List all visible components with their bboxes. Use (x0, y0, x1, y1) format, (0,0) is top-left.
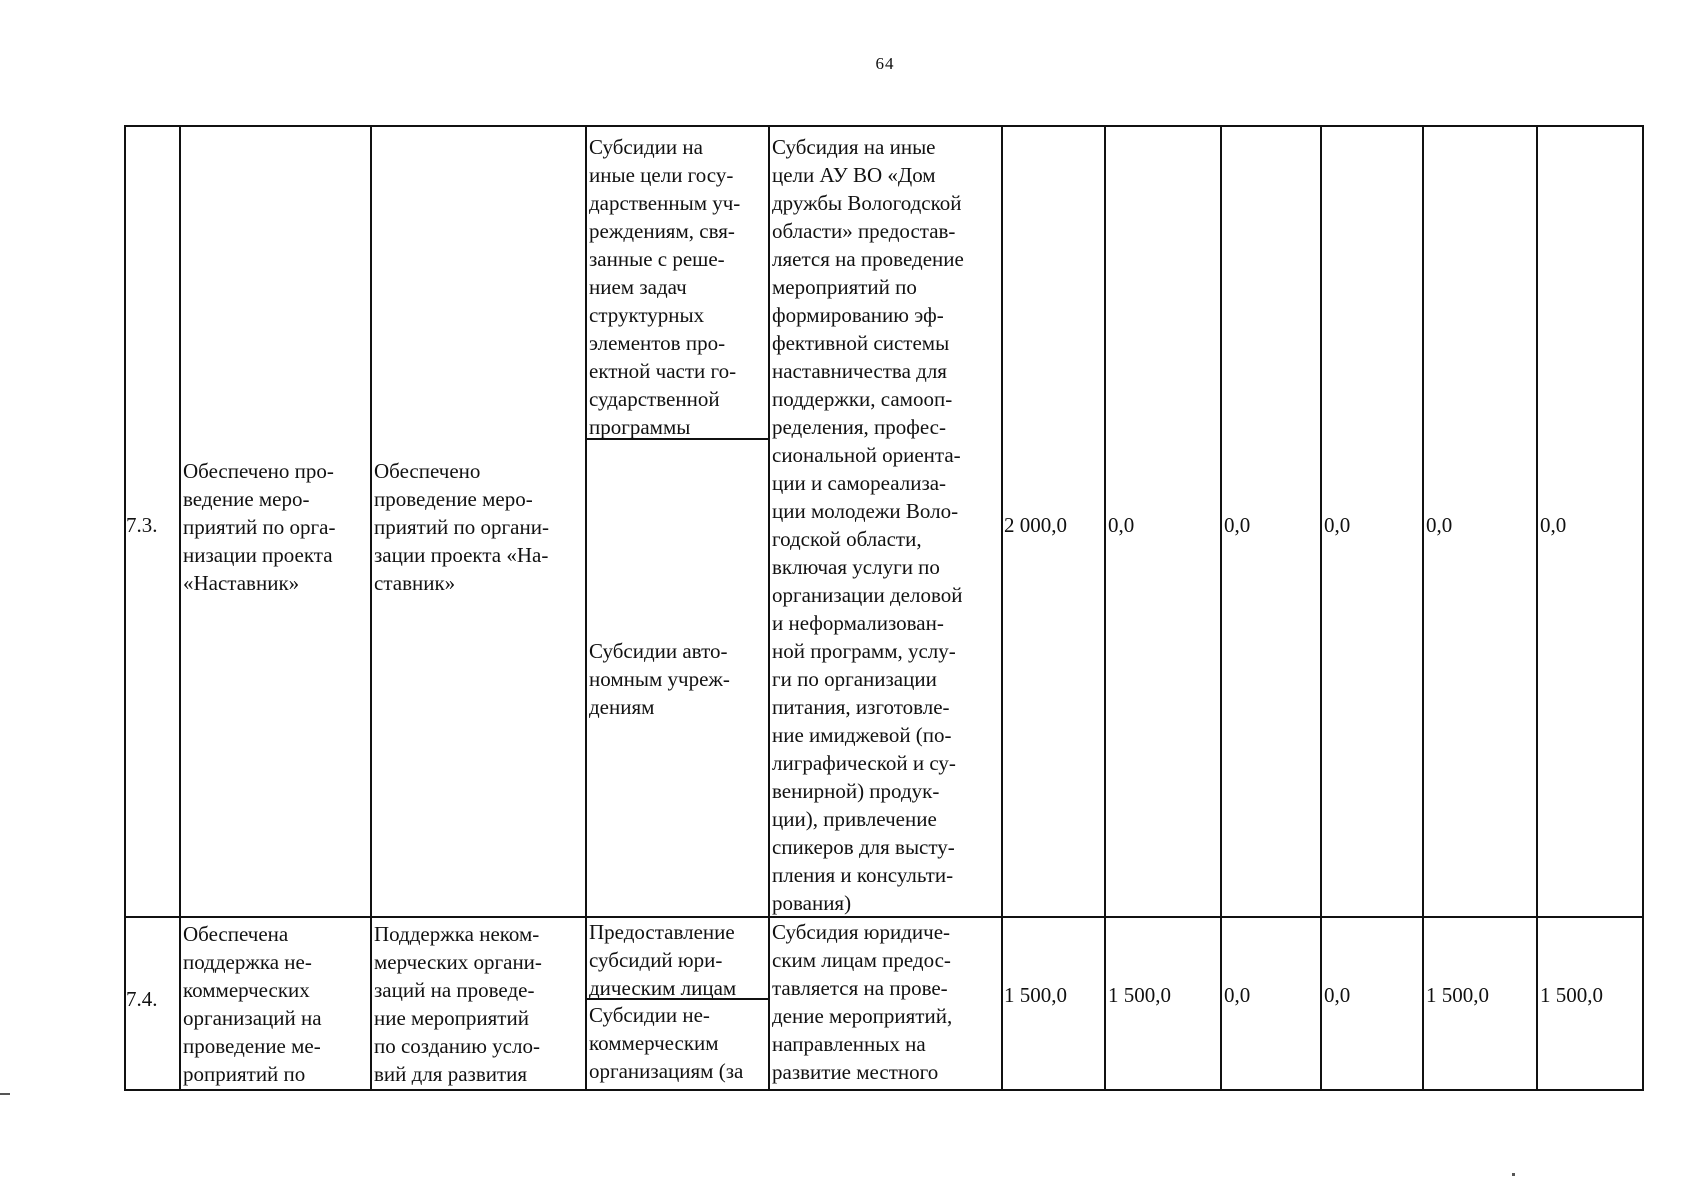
col-divider (1320, 125, 1322, 1091)
event-cell: Обеспечено проведение меро- приятий по органи- зации проекта «На- ставник» (374, 459, 549, 595)
value-cell: 2 000,0 (1004, 513, 1067, 537)
description-cell: Субсидия юридиче- ским лицам предос- тавляется на прове- дение мероприятий, направленных на развитие местного (772, 920, 953, 1084)
subsidy-type-cell: Субсидии не- коммерческим организациям (за (589, 1003, 744, 1083)
result-cell: Обеспечена поддержка не- коммерческих организаций на проведение ме- роприятий по (183, 922, 322, 1086)
subsidy-type-cell: Субсидии авто- номным учреж- дениям (589, 639, 730, 719)
value-cell: 0,0 (1108, 513, 1135, 537)
value-cell: 1 500,0 (1426, 983, 1489, 1007)
col-divider (1001, 125, 1003, 1091)
col-divider (1104, 125, 1106, 1091)
scan-mark (0, 1093, 10, 1095)
col-divider (1422, 125, 1424, 1091)
value-cell: 1 500,0 (1540, 983, 1603, 1007)
result-cell: Обеспечено про- ведение меро- приятий по орга- низации проекта «Наставник» (183, 459, 336, 595)
description-cell: Субсидия на иные цели АУ ВО «Дом дружбы Вологодской области» предостав- ляется на проведение мероприятий по формированию эф- фективной системы наставничества для поддержки, самооп- ределения, профес- сиональной ориента- ции и самореализа- ции молодежи Воло- годской области, включая услуги по организации деловой и неформализован- ной программ, услу- ги по организации питания, изготовле- ние имиджевой (по- лиграфической и су- венирной) продук- ции), привлечение спикеров для высту- пления и консульти- рования) (772, 135, 964, 915)
table-top-border (124, 125, 1644, 127)
event-cell: Поддержка неком- мерческих органи- заций на проведе- ние мероприятий по созданию усло- вий для развития (374, 922, 542, 1086)
table-left-border (124, 125, 126, 1091)
col-divider (1536, 125, 1538, 1091)
col-divider (179, 125, 181, 1091)
scan-mark (1512, 1173, 1515, 1176)
table-right-border (1642, 125, 1644, 1091)
col-divider (1220, 125, 1222, 1091)
value-cell: 0,0 (1324, 513, 1351, 537)
subsidy-type-cell: Субсидии на иные цели госу- дарственным уч- реждениям, свя- занные с реше- нием задач структурных элементов про- ектной части го- сударственной программы (589, 135, 741, 439)
row-number: 7.3. (126, 513, 158, 537)
value-cell: 0,0 (1224, 983, 1251, 1007)
value-cell: 0,0 (1426, 513, 1453, 537)
table-bottom-border (124, 1089, 1644, 1091)
value-cell: 1 500,0 (1108, 983, 1171, 1007)
col-divider (585, 125, 587, 1091)
budget-table (124, 125, 1644, 1091)
page-number: 64 (875, 54, 895, 73)
col-divider (768, 125, 770, 1091)
value-cell: 0,0 (1224, 513, 1251, 537)
value-cell: 0,0 (1324, 983, 1351, 1007)
value-cell: 1 500,0 (1004, 983, 1067, 1007)
row-number: 7.4. (126, 987, 158, 1011)
value-cell: 0,0 (1540, 513, 1567, 537)
col-divider (370, 125, 372, 1091)
subsidy-type-cell: Предоставление субсидий юри- дическим лицам (589, 920, 737, 1000)
